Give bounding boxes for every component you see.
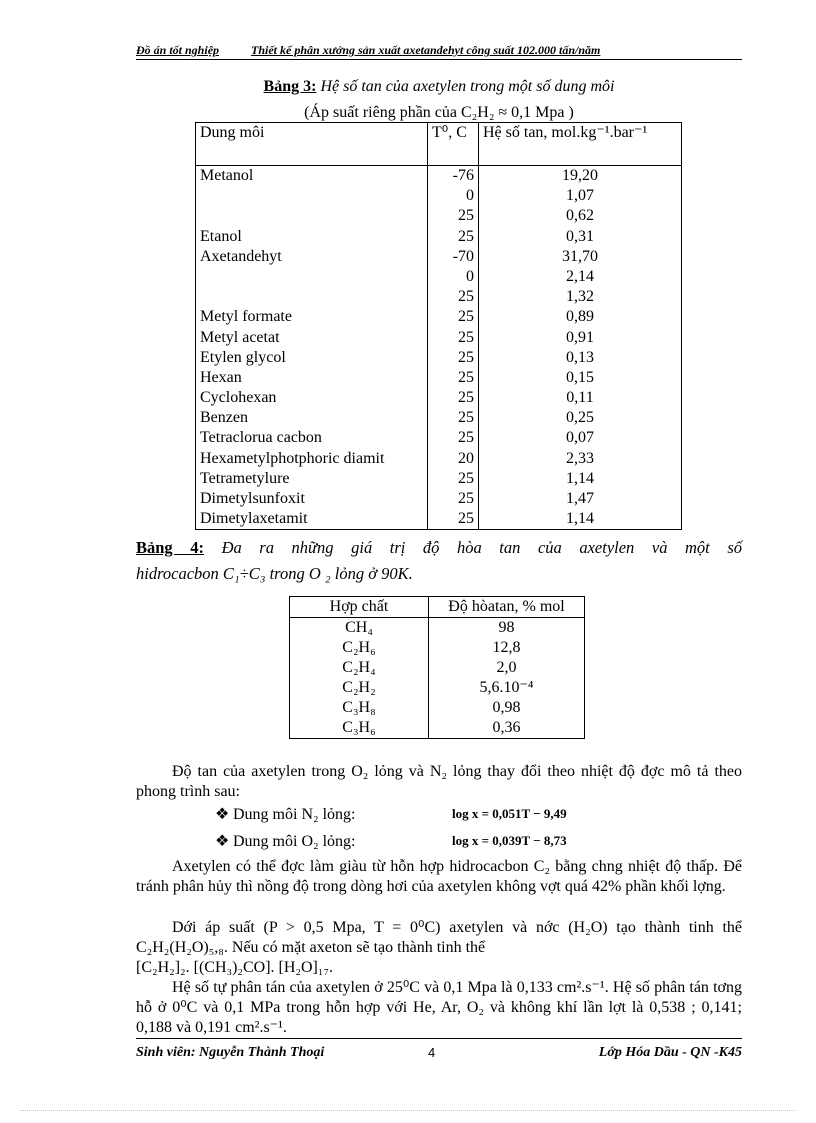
table3-cell: Etanol (196, 227, 428, 247)
paragraph-enrichment: Axetylen có thể đợc làm giàu từ hỗn hợp hidrocacbon C₂ bằng chng nhiệt độ thấp. Để tránh phân hủy thì nồng độ trong dòng hơi của axetylen không vợt quá 42% phần khối lợng. (136, 858, 742, 895)
table3-cell: Metyl acetat (196, 328, 428, 348)
table4-header-row (290, 597, 585, 618)
table3-cell: Dimetylaxetamit (196, 509, 428, 530)
header-right: Thiết kế phân xưởng sản xuất axetandehyt công suất 102.000 tấn/năm (251, 43, 601, 57)
bullet-diamond-icon: ❖ (215, 806, 230, 823)
table3-cell: Benzen (196, 408, 428, 428)
table4-cell: 12,8 (429, 638, 585, 658)
paragraph-hydrate: Dới áp suất (P > 0,5 Mpa, T = 0⁰C) axetylen và nớc (H₂O) tạo thành tinh thể C₂H₂(H₂O)₅,₈. Nếu có mặt axeton sẽ tạo thành tinh thể (136, 919, 742, 956)
bullet-diamond-icon: ❖ (215, 833, 230, 850)
table3-cell (196, 206, 428, 226)
table3-cell: 25 (428, 206, 479, 226)
table4-cell: 5,6.10⁻⁴ (429, 678, 585, 698)
equation-o2: log x = 0,039T − 8,73 (452, 833, 567, 848)
table4-cell: C₂H₄ (290, 658, 429, 678)
table3-subtitle: (Áp suất riêng phần của C₂H₂ ≈ 0,1 Mpa ) (304, 104, 574, 121)
bullet-o2 (215, 831, 355, 851)
table3-cell: 0 (428, 186, 479, 206)
table-row (290, 638, 585, 658)
table3-cell: Cyclohexan (196, 388, 428, 408)
table3-header-row (196, 123, 682, 166)
table-row (196, 307, 682, 327)
paragraph-hydrate-formula: [C₂H₂]₂. [(CH₃)₂CO]. [H₂O]₁₇. (136, 959, 334, 976)
table-row (196, 348, 682, 368)
table-row (196, 166, 682, 187)
paragraph-diffusion: Hệ số tự phân tán của axetylen ở 25⁰C và 0,1 Mpa là 0,133 cm².s⁻¹. Hệ số phân tán tơng hỗ ở 0⁰C và 0,1 MPa trong hỗn hợp với He, Ar, O₂ và không khí lần lợt là 0,538 ; 0,141; 0,188 và 0,191 cm².s⁻¹. (136, 979, 742, 1036)
table3-cell: Metyl formate (196, 307, 428, 327)
table3-cell: 0 (428, 267, 479, 287)
table3 (195, 122, 682, 530)
table-row (196, 186, 682, 206)
table-row (196, 509, 682, 530)
footer-student: Sinh viên: Nguyễn Thành Thoại (136, 1045, 325, 1060)
table-row (196, 227, 682, 247)
header-left: Đồ án tốt nghiệp (136, 43, 220, 57)
table4-cell: C₂H₆ (290, 638, 429, 658)
table4-cell: 2,0 (429, 658, 585, 678)
table-row (196, 206, 682, 226)
table3-title: Hệ số tan của axetylen trong một số dung môi (320, 78, 615, 95)
table3-cell: 25 (428, 348, 479, 368)
table-row (290, 678, 585, 698)
table4-cell: 0,36 (429, 718, 585, 739)
table3-cell: Hexan (196, 368, 428, 388)
table-row (196, 328, 682, 348)
paragraph-solubility-intro: Độ tan của axetylen trong O₂ lỏng và N₂ lỏng thay đổi theo nhiệt độ đợc mô tả theo phong trình sau: (136, 763, 742, 800)
table4-cell: C₃H₆ (290, 718, 429, 739)
page-footer (136, 1038, 742, 1069)
table3-cell: 25 (428, 428, 479, 448)
bottom-dotted-rule (20, 1110, 796, 1111)
table4-cell: 0,98 (429, 698, 585, 718)
footer-class: Lớp Hóa Dầu - QN -K45 (598, 1045, 742, 1060)
bullet-n2 (215, 804, 355, 824)
table4-caption-line2: hidrocacbon C₁÷C₃ trong O ₂ lỏng ở 90K. (136, 564, 413, 583)
table3-cell: Dimetylsunfoxit (196, 489, 428, 509)
table4-cell: C₂H₂ (290, 678, 429, 698)
table4-header-cell: Độ hòatan, % mol (429, 597, 585, 618)
table3-cell: 1,14 (479, 509, 682, 530)
table3-cell: 25 (428, 287, 479, 307)
table3-cell: 0,91 (479, 328, 682, 348)
table-row (196, 368, 682, 388)
table3-cell: 25 (428, 307, 479, 327)
table-row (196, 247, 682, 267)
table-row (290, 658, 585, 678)
table-row (196, 449, 682, 469)
table3-header-cell: Hệ số tan, mol.kg⁻¹.bar⁻¹ (479, 123, 682, 166)
table4-caption-line1: Đa ra những giá trị độ hòa tan của axetylen và một số (221, 538, 743, 557)
table3-cell: 2,14 (479, 267, 682, 287)
table-row (290, 618, 585, 639)
table3-cell: 1,14 (479, 469, 682, 489)
table3-cell: 25 (428, 489, 479, 509)
table3-cell: 0,15 (479, 368, 682, 388)
table3-cell: 25 (428, 388, 479, 408)
table4-cell: C₃H₈ (290, 698, 429, 718)
table3-cell: 1,07 (479, 186, 682, 206)
table3-cell: 0,07 (479, 428, 682, 448)
table3-cell: 0,62 (479, 206, 682, 226)
table-row (196, 388, 682, 408)
table3-cell: 25 (428, 227, 479, 247)
bullet-n2-text: Dung môi N₂ lỏng: (233, 806, 356, 823)
table-row (290, 698, 585, 718)
table3-cell: -76 (428, 166, 479, 187)
table3-header-cell: Dung môi (196, 123, 428, 166)
table3-cell: 19,20 (479, 166, 682, 187)
table3-cell: Metanol (196, 166, 428, 187)
table3-cell: 2,33 (479, 449, 682, 469)
table3-cell: 1,47 (479, 489, 682, 509)
table4-cell: CH₄ (290, 618, 429, 639)
table4-cell: 98 (429, 618, 585, 639)
table3-cell: 0,13 (479, 348, 682, 368)
table3-cell: 20 (428, 449, 479, 469)
table3-cell: 25 (428, 368, 479, 388)
table3-cell (196, 287, 428, 307)
table3-cell: 0,31 (479, 227, 682, 247)
table3-header-cell: T⁰, C (428, 123, 479, 166)
table3-cell: Hexametylphotphoric diamit (196, 449, 428, 469)
table3-cell (196, 267, 428, 287)
table3-cell: Axetandehyt (196, 247, 428, 267)
table3-cell: 31,70 (479, 247, 682, 267)
table3-cell: 25 (428, 469, 479, 489)
table3-cell: 1,32 (479, 287, 682, 307)
table3-cell (196, 186, 428, 206)
table3-cell: 25 (428, 509, 479, 530)
table-row (196, 489, 682, 509)
table3-cell: 0,11 (479, 388, 682, 408)
table3-cell: Tetraclorua cacbon (196, 428, 428, 448)
table3-cell: Tetrametylure (196, 469, 428, 489)
table-row (196, 469, 682, 489)
bullet-o2-text: Dung môi O₂ lỏng: (233, 833, 356, 850)
table-row (196, 267, 682, 287)
table-row (196, 287, 682, 307)
table3-caption (136, 78, 742, 96)
table4-header-cell: Hợp chất (290, 597, 429, 618)
table-row (196, 408, 682, 428)
page-number: 4 (428, 1045, 436, 1060)
table4-caption (136, 535, 742, 561)
table3-cell: 25 (428, 328, 479, 348)
equation-n2: log x = 0,051T − 9,49 (452, 806, 567, 821)
page-header (136, 43, 742, 60)
table-row (290, 718, 585, 739)
table3-cell: Etylen glycol (196, 348, 428, 368)
table3-cell: -70 (428, 247, 479, 267)
table-row (196, 428, 682, 448)
table4-label: Bảng 4: (136, 538, 204, 557)
table3-cell: 0,89 (479, 307, 682, 327)
table3-label: Bảng 3: (263, 78, 317, 95)
table3-cell: 0,25 (479, 408, 682, 428)
table3-cell: 25 (428, 408, 479, 428)
table4 (289, 596, 585, 739)
